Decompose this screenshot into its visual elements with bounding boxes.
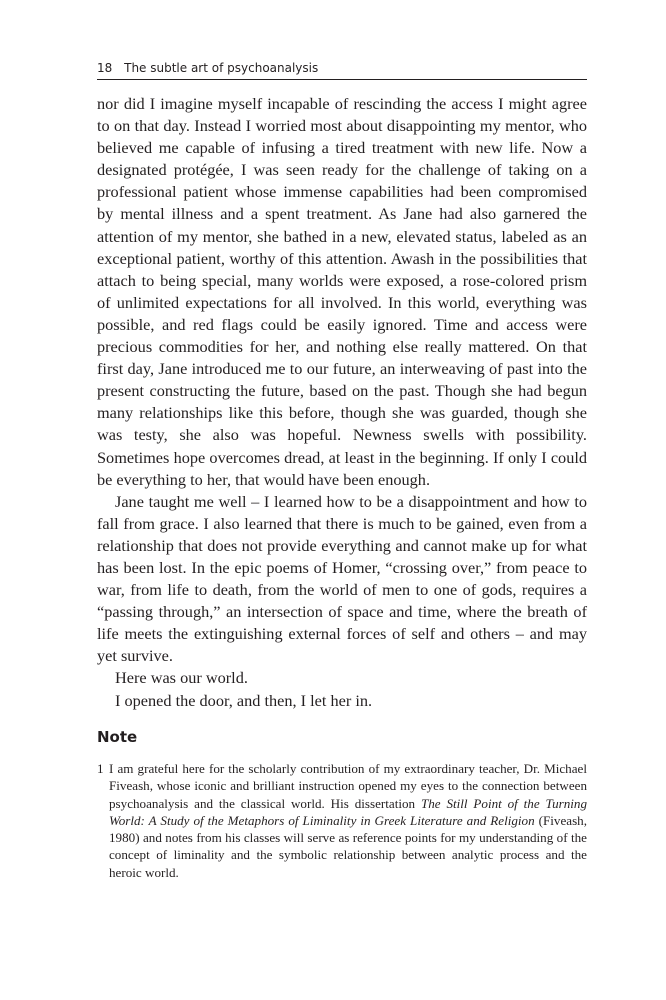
header-rule [97, 79, 587, 80]
notes-list [97, 760, 587, 881]
paragraph: Here was our world. [115, 668, 248, 688]
dissertation-title: The Still Point of the Turning World: A Study of the Metaphors of Liminality in Greek Literature and Religion [109, 795, 588, 828]
paragraph: I opened the door, and then, I let her in. [115, 690, 373, 710]
paragraph: Jane taught me well – I learned how to be a disappointment and how to fall from grace. I also learned that there is much to be gained, even from a relationship that does not provide everything and cannot make up for what has been lost. In the epic poems of Homer, “crossing over,” from peace to war, from life to death, from the world of men to one of gods, requires a “passing through,” an intersection of space and time, where the breath of life meets the extinguishing external forces of self and others – and may yet survive. [97, 491, 587, 666]
body-text [97, 93, 587, 712]
running-head [97, 58, 587, 78]
running-head-title: The subtle art of psychoanalysis [124, 61, 319, 75]
paragraph: nor did I imagine myself incapable of rescinding the access I might agree to on that day. Instead I worried most about disappointing my mentor, who believed me capable of infusing a tired treatment with new life. Now a designated protégée, I was seen ready for the challenge of taking on a professional patient whose immense capabilities had been compromised by mental illness and a spent treatment. As Jane had also garnered the attention of my mentor, she bathed in a new, elevated status, labeled as an exceptional patient, worthy of this attention. Awash in the possibilities that attach to being special, many worlds were exposed, a rose-colored prism of unlimited expectations for all involved. In this world, everything was possible, and red flags could be easily ignored. Time and access were precious commodities for her, and nothing else really mattered. On that first day, Jane introduced me to our future, an interweaving of past into the present constructing the future, based on the past. Though she had begun many relationships like this before, though she was guarded, though she was testy, she also was hopeful. Newness swells with possibility. Sometimes hope overcomes dread, at least in the beginning. If only I could be everything to her, that would have been enough. [97, 94, 587, 489]
note-text: I am grateful here for the scholarly contribution of my extraordinary teacher, Dr. Michael Fiveash, whose iconic and brilliant instruction opened my eyes to the connection between psychoanalysis and the classical world. His dissertation [109, 761, 587, 811]
notes-heading: Note [97, 728, 138, 746]
note-text: (Fiveash, 1980) and notes from his classes will serve as reference points for my understanding of the concept of liminality and the symbolic relationship between analytic process and the heroic world. [109, 812, 587, 880]
page-number: 18 [97, 61, 113, 75]
note-item [97, 760, 587, 881]
note-number: 1 [97, 761, 104, 776]
